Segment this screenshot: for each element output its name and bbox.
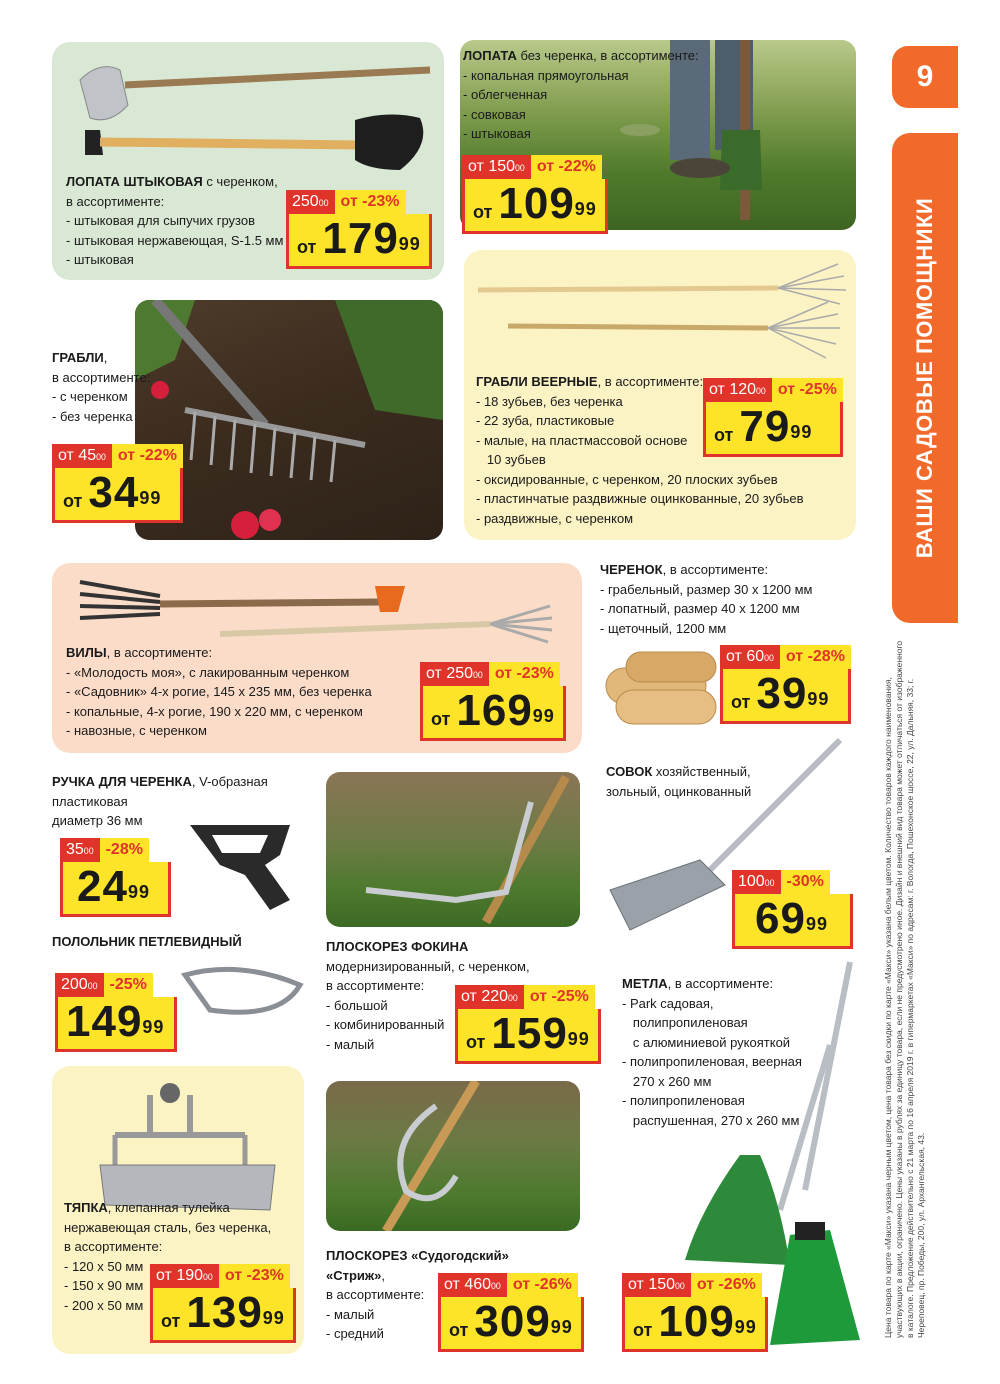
new-price: $109^{99}$	[658, 1297, 757, 1346]
discount-badge: -25%	[104, 973, 153, 997]
desc-line: - «Садовник» 4-х рогие, 145 х 235 мм, без черенка	[66, 684, 372, 699]
price-tag-polnik	[55, 973, 177, 1052]
price-tag-ploskorez-strizh	[438, 1273, 584, 1352]
discount-badge: от -25%	[524, 985, 595, 1009]
old-price: $250^{00}$	[286, 190, 335, 214]
photo-ploskorez-strizh	[326, 1081, 580, 1231]
old-price: $200^{00}$	[55, 973, 104, 997]
image-polnik	[180, 965, 310, 1025]
desc-line: нержавеющая сталь, без черенка,	[64, 1219, 272, 1235]
desc-line: - штыковая	[66, 252, 134, 267]
discount-badge: от -22%	[531, 155, 602, 179]
discount-badge: от -26%	[691, 1273, 762, 1297]
price-from: от	[731, 692, 751, 712]
price-tag-grabli-veer	[703, 378, 843, 457]
desc-line: - средний	[326, 1326, 384, 1341]
product-subtitle: , в ассортименте:	[106, 645, 213, 660]
product-title: ВИЛЫ	[66, 645, 107, 660]
price-from: от	[473, 202, 493, 222]
desc-line: - 200 х 50 мм	[64, 1297, 144, 1313]
desc-line: в ассортименте:	[326, 1287, 425, 1302]
desc-line: - штыковая	[463, 126, 531, 141]
old-price: от $460^{00}$	[438, 1273, 507, 1297]
old-price: от $150^{00}$	[622, 1273, 691, 1297]
product-title: РУЧКА ДЛЯ ЧЕРЕНКА	[52, 774, 192, 789]
desc-line: диаметр 36 мм	[52, 813, 143, 828]
new-price: $169^{99}$	[456, 686, 555, 735]
discount-badge: от -23%	[335, 190, 406, 214]
desc-polnik	[52, 932, 242, 952]
price-from: от	[161, 1311, 181, 1331]
product-subtitle: , клепанная тулейка	[107, 1200, 230, 1215]
desc-line: - облегченная	[463, 87, 548, 102]
desc-ruchka	[52, 772, 268, 831]
price-from: от	[633, 1320, 653, 1340]
desc-line: модернизированный, с черенком,	[326, 958, 530, 974]
desc-line: - Park садовая,	[622, 995, 714, 1011]
desc-line: - малые, на пластмассовой основе	[476, 432, 688, 448]
discount-badge: от -28%	[780, 645, 851, 669]
desc-line: полипропиленовая	[622, 1015, 748, 1030]
image-cherenok	[596, 648, 726, 728]
desc-line: - совковая	[463, 106, 526, 122]
product-title: СОВОК	[606, 764, 653, 779]
desc-line: - малый	[326, 1036, 375, 1052]
section-title: ВАШИ САДОВЫЕ ПОМОЩНИКИ	[912, 197, 937, 559]
discount-badge: -28%	[100, 838, 149, 862]
price-tag-cherenok	[720, 645, 851, 724]
product-title: ГРАБЛИ ВЕЕРНЫЕ	[476, 374, 598, 389]
old-price: от $150^{00}$	[462, 155, 531, 179]
discount-badge: -30%	[781, 870, 830, 894]
new-price: $109^{99}$	[498, 179, 597, 228]
footnote: Цена товара по карте «Макси» указана черным цветом, цена товара без скидки по карте «Макси» указана белым цветом. Количество товаров каждого наименования, участвующих в акции, ограничено. Цены указаны в рублях за единицу товара, если не предусмотрено иное. Дизайн и внешний вид товара может отличаться от изображенного в каталоге. Предложение действительно с 21 марта по 16 апреля 2019 г. в гипермаркетах «Макси» по адресам: г. Вологда, Пошехонское шоссе, 22, ул. Дальняя, 33; г. Череповец, пр. Победы, 200, ул. Архангельская, 43.	[883, 640, 926, 1338]
desc-line: - с черенком	[52, 389, 128, 404]
price-from: от	[297, 237, 317, 257]
desc-line: - комбинированный	[326, 1017, 445, 1032]
desc-line: - без черенка	[52, 408, 133, 424]
desc-line: в ассортименте:	[326, 978, 425, 993]
new-price: $159^{99}$	[491, 1009, 590, 1058]
old-price: от $120^{00}$	[703, 378, 772, 402]
desc-lopata	[463, 46, 699, 144]
new-price: $79^{99}$	[739, 402, 813, 451]
product-title: ПОЛОЛЬНИК ПЕТЛЕВИДНЫЙ	[52, 934, 242, 949]
product-title: ТЯПКА	[64, 1200, 108, 1215]
desc-line: - штыковая для сыпучих грузов	[66, 213, 256, 228]
discount-badge: от -23%	[219, 1264, 290, 1288]
product-title: ПЛОСКОРЕЗ ФОКИНА	[326, 939, 469, 954]
desc-line: - «Молодость моя», с лакированным черенком	[66, 664, 350, 680]
desc-line: - лопатный, размер 40 х 1200 мм	[600, 601, 800, 616]
image-vily	[70, 572, 570, 652]
desc-line: - копальная прямоугольная	[463, 67, 629, 83]
discount-badge: от -26%	[507, 1273, 578, 1297]
desc-lopata-shtyk	[66, 172, 283, 270]
price-tag-vily	[420, 662, 566, 741]
price-tag-lopata-shtyk	[286, 190, 432, 269]
price-from: от	[431, 709, 451, 729]
desc-line: - большой	[326, 997, 388, 1013]
price-from: от	[466, 1032, 486, 1052]
desc-cherenok	[600, 560, 812, 638]
new-price: $24^{99}$	[77, 862, 150, 911]
desc-grabli	[52, 348, 150, 426]
desc-line: 10 зубьев	[476, 452, 546, 467]
product-title: ЛОПАТА	[463, 48, 517, 63]
product-subtitle: , в ассортименте:	[662, 562, 769, 577]
desc-line: распушенная, 270 х 260 мм	[622, 1112, 800, 1128]
product-subtitle: без черенка, в ассортименте:	[516, 48, 699, 63]
price-tag-metla	[622, 1273, 768, 1352]
desc-line: в ассортименте:	[66, 193, 165, 209]
product-title: ПЛОСКОРЕЗ «Судогодский»	[326, 1248, 509, 1263]
discount-badge: от -25%	[772, 378, 843, 402]
desc-line: в ассортименте:	[52, 369, 151, 385]
product-subtitle: , в ассортименте:	[667, 976, 774, 991]
product-subtitle: ,	[381, 1267, 385, 1283]
product-title: МЕТЛА	[622, 976, 668, 991]
price-from: от	[63, 491, 83, 511]
price-tag-lopata	[462, 155, 608, 234]
desc-line: - копальные, 4-х рогие, 190 х 220 мм, с черенком	[66, 703, 363, 719]
desc-line: - оксидированные, с черенком, 20 плоских зубьев	[476, 471, 778, 487]
new-price: $179^{99}$	[322, 214, 421, 263]
product-title: ЛОПАТА ШТЫКОВАЯ	[66, 174, 203, 189]
product-title: ЧЕРЕНОК	[600, 562, 663, 577]
old-price: от $190^{00}$	[150, 1264, 219, 1288]
product-title-2: «Стриж»	[326, 1267, 382, 1283]
discount-badge: от -22%	[112, 444, 183, 468]
new-price: $139^{99}$	[186, 1288, 285, 1337]
discount-badge: от -23%	[489, 662, 560, 686]
desc-line: - раздвижные, с черенком	[476, 510, 634, 526]
price-tag-sovok	[732, 870, 853, 949]
desc-line: - пластинчатые раздвижные оцинкованные, 20 зубьев	[476, 491, 804, 506]
image-lopata-shtyk	[70, 50, 440, 180]
old-price: от $220^{00}$	[455, 985, 524, 1009]
price-tag-tyapka	[150, 1264, 296, 1343]
desc-vily	[66, 643, 372, 741]
image-grabli-veer	[478, 262, 848, 362]
desc-line: - малый	[326, 1306, 375, 1322]
desc-line: - 22 зуба, пластиковые	[476, 413, 615, 428]
price-from: от	[714, 425, 734, 445]
desc-line: - навозные, с черенком	[66, 723, 207, 738]
new-price: $149^{99}$	[66, 997, 165, 1046]
old-price: $100^{00}$	[732, 870, 781, 894]
desc-line: - грабельный, размер 30 х 1200 мм	[600, 581, 813, 597]
desc-line: 270 х 260 мм	[622, 1073, 712, 1089]
desc-line: - штыковая нержавеющая, S-1.5 мм	[66, 232, 284, 248]
new-price: $309^{99}$	[474, 1297, 573, 1346]
desc-sovok	[606, 762, 751, 801]
desc-line: пластиковая	[52, 793, 128, 809]
product-subtitle: ,	[103, 350, 108, 365]
product-title: ГРАБЛИ	[52, 350, 104, 365]
desc-line: - щеточный, 1200 мм	[600, 620, 727, 636]
new-price: $34^{99}$	[88, 468, 162, 517]
desc-line: - 150 х 90 мм	[64, 1278, 144, 1293]
product-subtitle: , V-образная	[191, 774, 268, 789]
desc-line: - полипропиленовая, веерная	[622, 1054, 802, 1069]
desc-line: - полипропиленовая	[622, 1093, 745, 1108]
new-price: $39^{99}$	[756, 669, 830, 718]
old-price: от $250^{00}$	[420, 662, 489, 686]
desc-line: - 18 зубьев, без черенка	[476, 393, 623, 409]
price-tag-grabli	[52, 444, 183, 523]
desc-metla	[622, 974, 802, 1130]
price-from: от	[449, 1320, 469, 1340]
photo-ploskorez-fokina	[326, 772, 580, 927]
price-tag-ruchka	[60, 838, 171, 917]
desc-line: зольный, оцинкованный	[606, 783, 752, 799]
old-price: $35^{00}$	[60, 838, 100, 862]
price-tag-ploskorez-fokina	[455, 985, 601, 1064]
desc-line: с алюминиевой рукояткой	[622, 1034, 791, 1050]
old-price: от $45^{00}$	[52, 444, 112, 468]
desc-line: - 120 х 50 мм	[64, 1258, 144, 1274]
product-subtitle: с черенком,	[202, 174, 278, 189]
page-number: 9	[892, 46, 958, 108]
product-subtitle: хозяйственный,	[652, 764, 751, 779]
product-subtitle: , в ассортименте:	[597, 374, 704, 389]
new-price: $69^{99}$	[755, 894, 828, 943]
old-price: от $60^{00}$	[720, 645, 780, 669]
desc-line: в ассортименте:	[64, 1239, 163, 1254]
